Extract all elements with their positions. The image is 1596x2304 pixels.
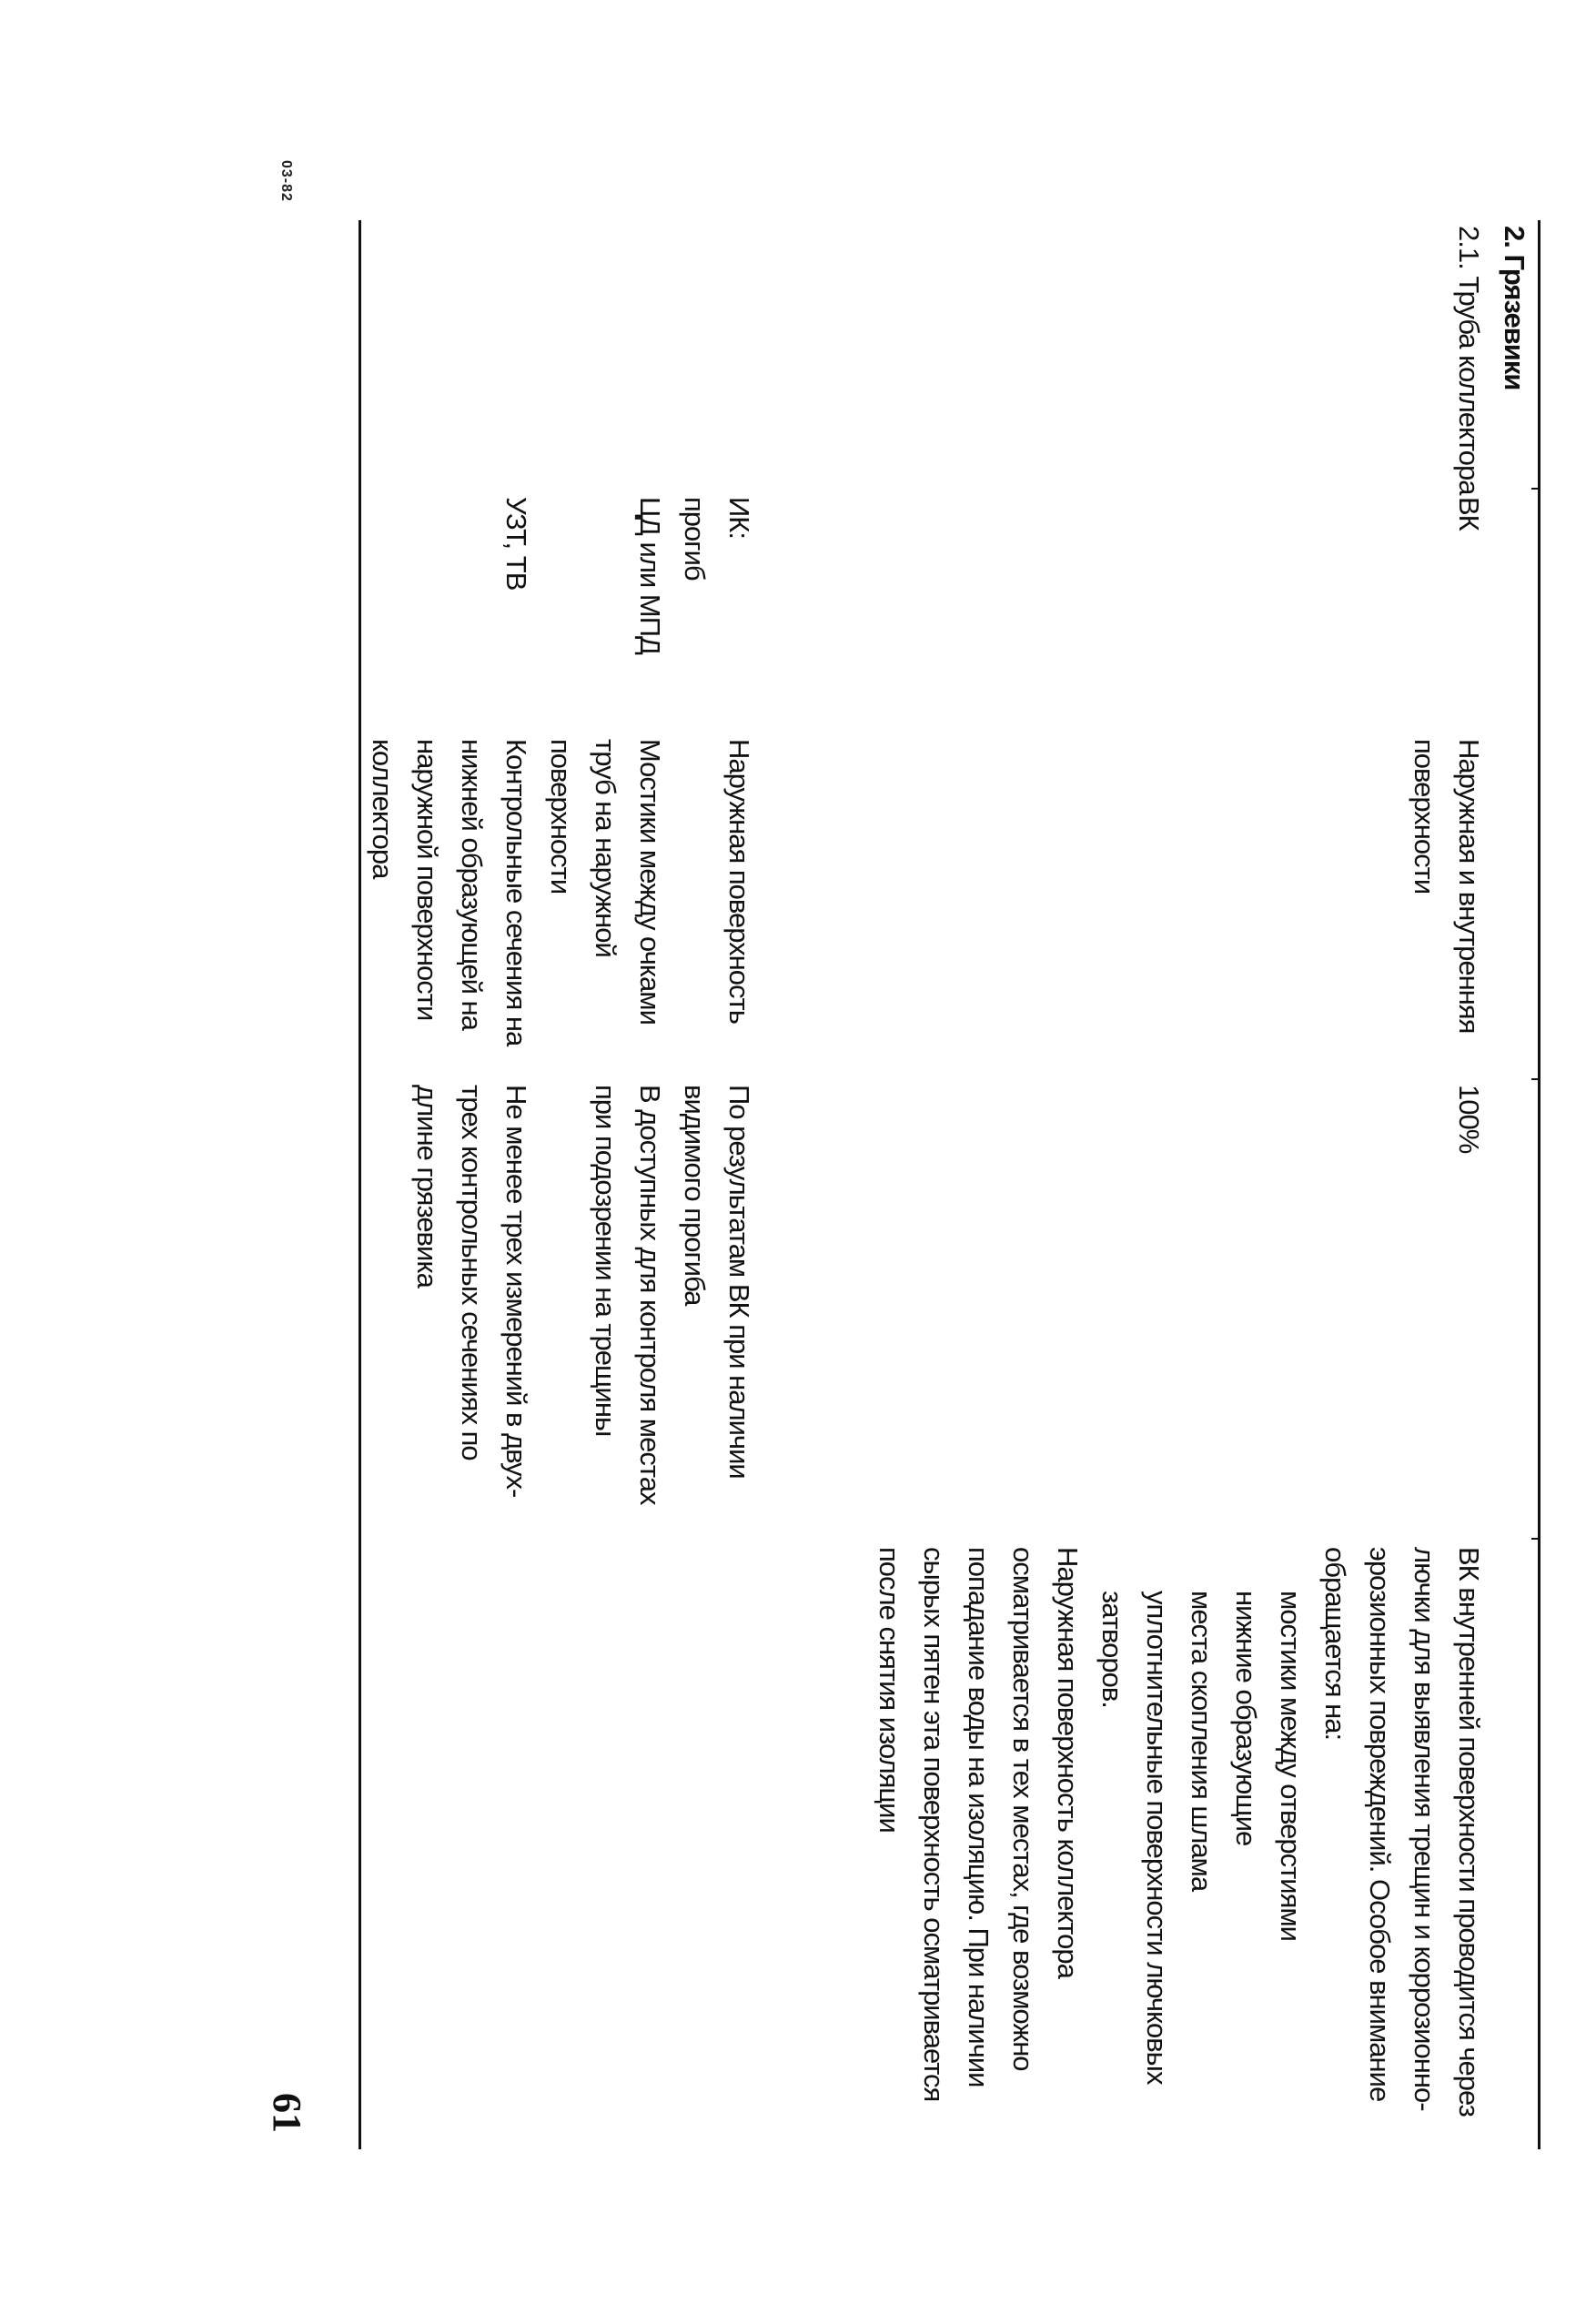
scope-cell: По результатам ВК при наличии видимого прогиба bbox=[679, 1085, 755, 1479]
method-cell: ЦД или МПД bbox=[634, 497, 666, 654]
section-heading: 2. Грязевики bbox=[1499, 226, 1530, 390]
method-cell: УЗТ, ТВ bbox=[500, 497, 532, 591]
notes-outro: Наружная поверхность коллектора осматривается в тех местах, где возможно попадание воды на изоляцию. При наличии сырых пятен эта поверхность осматривается после снятия изоляции bbox=[874, 1547, 1084, 2102]
scope-cell: В доступных для контроля местах при подозрении на трещины bbox=[590, 1085, 666, 1505]
notes-item: нижние образующие bbox=[1230, 1591, 1262, 1846]
notes-cell bbox=[867, 1547, 1491, 2129]
document-code: 03-82 bbox=[278, 160, 294, 202]
notes-item: уплотнительные поверхности лючковых затворов. bbox=[1096, 1591, 1173, 2085]
table-bottom-rule bbox=[359, 220, 361, 2149]
object-cell: Мостики между очками труб на наружной поверхности bbox=[545, 739, 666, 1025]
notes-item: мостики между отверстиями bbox=[1275, 1591, 1307, 1941]
column-rule bbox=[1531, 488, 1540, 490]
scope-cell: Не менее трех измерений в двух-трех контрольных сечениях по длине грязевика bbox=[411, 1085, 532, 1498]
notes-intro: ВК внутренней поверхности проводится через лючки для выявления трещин и коррозионно-эрозионных повреждений. Особое внимание обращается на: bbox=[1319, 1547, 1485, 2117]
method-cell: ИК: прогиб bbox=[679, 497, 755, 581]
rotated-table-page bbox=[112, 0, 1596, 2304]
method-cell: ВК bbox=[1453, 497, 1485, 531]
column-rule bbox=[1531, 1538, 1540, 1540]
object-cell: Наружная и внутренняя поверхности bbox=[1409, 739, 1485, 1034]
table-top-rule bbox=[1538, 220, 1540, 2149]
page-number: 61 bbox=[265, 2093, 309, 2133]
scope-cell: 100% bbox=[1453, 1085, 1485, 1154]
column-rule bbox=[1531, 1078, 1540, 1080]
object-cell: Наружная поверхность bbox=[723, 739, 755, 1024]
section-subheading: 2.1. Труба коллектора bbox=[1453, 226, 1485, 495]
notes-item: места скопления шлама bbox=[1186, 1591, 1217, 1892]
object-cell: Контрольные сечения на нижней образующей на наружной поверхности коллектора bbox=[367, 739, 532, 1046]
